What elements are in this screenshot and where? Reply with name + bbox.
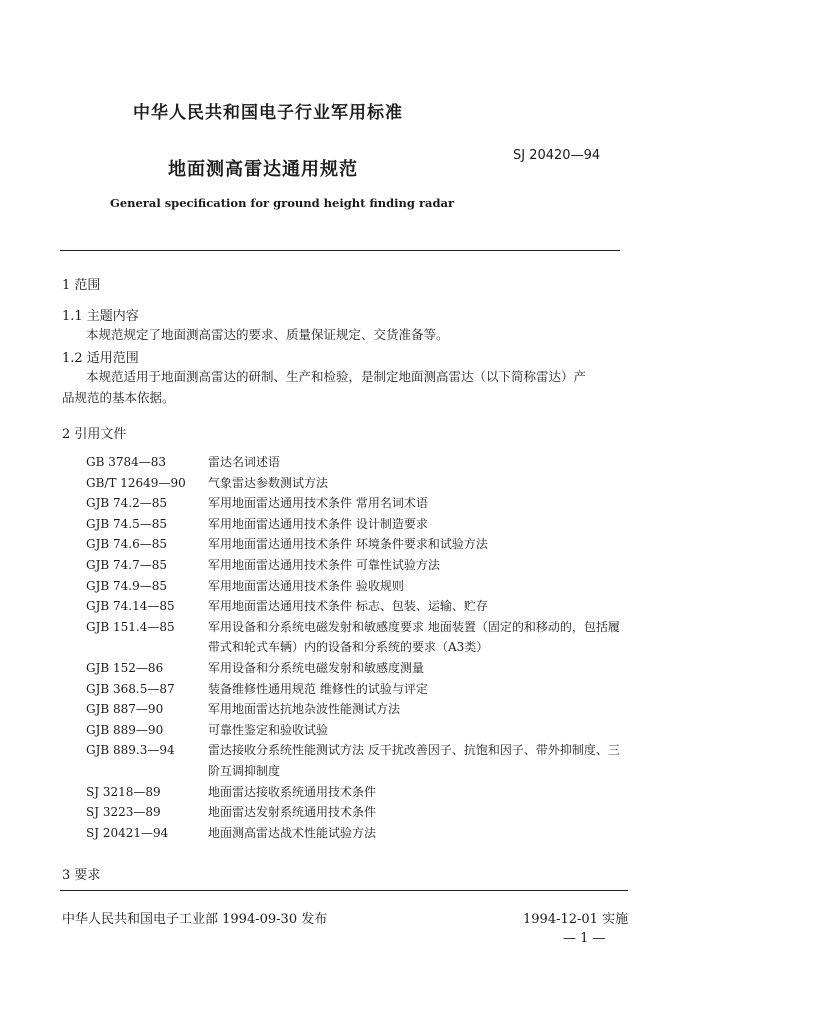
reference-code: GB/T 12649—90	[86, 475, 186, 490]
section-1-2-body-line-2: 品规范的基本依据。	[62, 390, 175, 405]
implementation-date-statement: 1994-12-01 实施	[523, 912, 629, 927]
reference-code: GJB 152—86	[86, 660, 164, 675]
reference-title: 军用地面雷达抗地杂波性能测试方法	[208, 702, 401, 717]
reference-title: 军用设备和分系统电磁发射和敏感度要求 地面装置（固定的和移动的，包括履带式和轮式车辆）内的设备和分系统的要求（A3类）	[208, 619, 620, 655]
reference-title: 雷达接收分系统性能测试方法 反干扰改善因子、抗饱和因子、带外抑制度、三阶互调抑制度	[208, 743, 620, 778]
reference-title: 军用地面雷达通用技术条件 验收规则	[208, 578, 404, 593]
reference-title: 装备维修性通用规范 维修性的试验与评定	[208, 681, 428, 696]
reference-title: 地面测高雷达战术性能试验方法	[208, 825, 377, 840]
reference-code: GJB 74.9—85	[86, 578, 168, 593]
section-2-heading: 2 引用文件	[62, 427, 127, 442]
document-title: 地面测高雷达通用规范	[168, 159, 358, 180]
section-1-heading: 1 范围	[62, 278, 101, 293]
section-3-heading: 3 要求	[62, 868, 101, 883]
reference-title: 雷达名词述语	[208, 455, 281, 469]
document-number: SJ 20420—94	[513, 148, 601, 163]
section-1-2-heading: 1.2 适用范围	[62, 351, 139, 366]
reference-title: 军用地面雷达通用技术条件 可靠性试验方法	[208, 557, 440, 572]
footer-divider	[60, 890, 628, 891]
reference-item	[86, 743, 646, 784]
reference-code: GJB 151.4—85	[86, 619, 175, 634]
reference-title: 军用地面雷达通用技术条件 设计制造要求	[208, 516, 428, 531]
reference-code: SJ 20421—94	[86, 825, 169, 840]
reference-title: 军用设备和分系统电磁发射和敏感度测量	[208, 660, 425, 675]
reference-title: 军用地面雷达通用技术条件 环境条件要求和试验方法	[208, 537, 488, 552]
section-1-2-body-line-1: 本规范适用于地面测高雷达的研制、生产和检验，是制定地面测高雷达（以下简称雷达）产	[86, 369, 587, 384]
reference-code: GB 3784—83	[86, 455, 167, 469]
reference-code: GJB 368.5—87	[86, 681, 175, 696]
header-divider	[60, 250, 620, 251]
reference-code: GJB 74.7—85	[86, 557, 168, 572]
reference-code: GJB 74.5—85	[86, 516, 168, 531]
reference-item	[86, 826, 646, 847]
reference-code: SJ 3218—89	[86, 784, 161, 799]
section-1-1-heading: 1.1 主题内容	[62, 309, 139, 324]
organization-header: 中华人民共和国电子行业军用标准	[133, 103, 403, 123]
reference-title: 可靠性鉴定和验收试验	[208, 722, 329, 737]
reference-title: 军用地面雷达通用技术条件 常用名词术语	[208, 496, 428, 511]
reference-code: GJB 74.14—85	[86, 599, 175, 614]
reference-item	[86, 620, 646, 661]
reference-title: 地面雷达发射系统通用技术条件	[208, 805, 377, 820]
reference-title: 地面雷达接收系统通用技术条件	[208, 784, 377, 799]
reference-code: GJB 74.2—85	[86, 496, 168, 511]
reference-title: 气象雷达参数测试方法	[208, 475, 329, 490]
reference-code: GJB 889.3—94	[86, 743, 175, 758]
reference-list	[86, 455, 646, 846]
reference-code: SJ 3223—89	[86, 805, 161, 820]
page-number: — 1 —	[563, 931, 606, 946]
reference-code: GJB 887—90	[86, 702, 164, 717]
section-1-1-body: 本规范规定了地面测高雷达的要求、质量保证规定、交货准备等。	[86, 327, 449, 342]
reference-code: GJB 889—90	[86, 722, 164, 737]
reference-title: 军用地面雷达通用技术条件 标志、包装、运输、贮存	[208, 599, 488, 614]
document-subtitle-english: General specification for ground height finding radar	[110, 196, 455, 210]
issue-date-statement: 中华人民共和国电子工业部 1994-09-30 发布	[62, 912, 328, 927]
reference-code: GJB 74.6—85	[86, 537, 168, 552]
